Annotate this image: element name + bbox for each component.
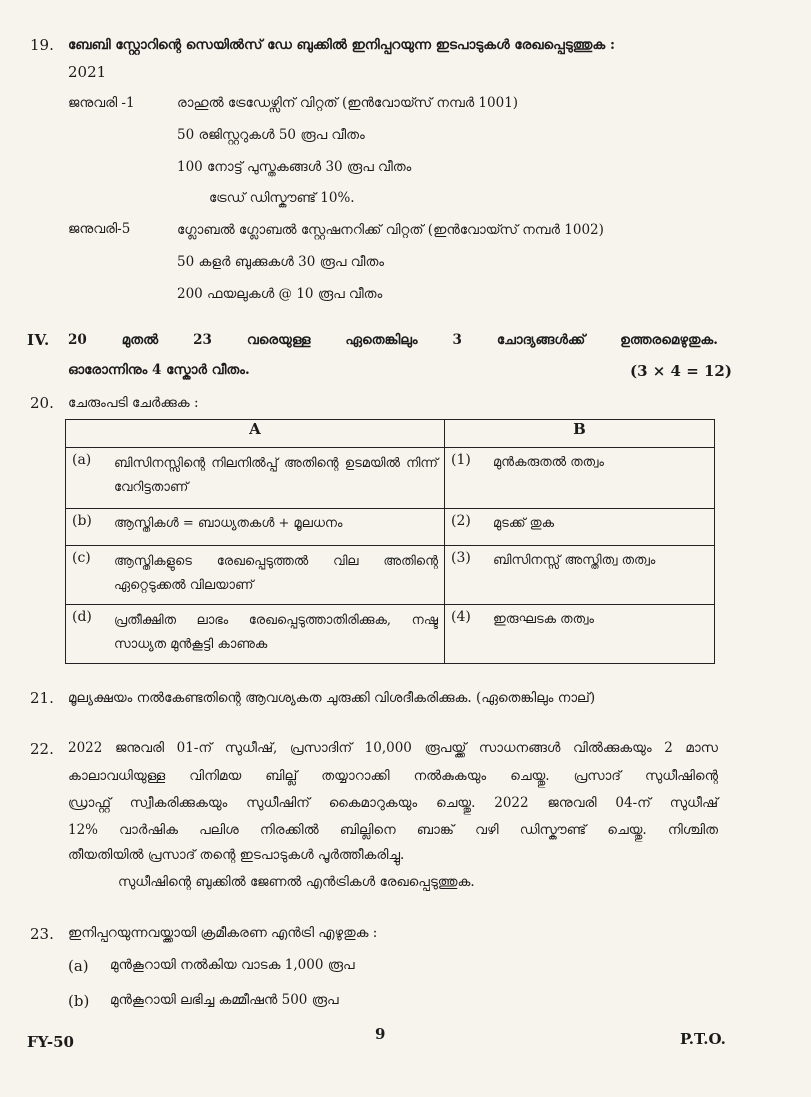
q22-line: 2022 ജനുവരി 01-ന് സുധീഷ്, പ്രസാദിന് 10,000 രൂപയ്ക്ക് സാധനങ്ങൾ വിൽക്കുകയും 2 മാസ <box>68 740 718 756</box>
q19-entry1-line: 100 നോട്ട് പുസ്തകങ്ങൾ 30 രൂപ വീതം <box>177 159 412 175</box>
q23-item-text: മുൻകൂറായി നൽകിയ വാടക 1,000 രൂപ <box>110 957 355 973</box>
row-label: (4) <box>451 609 471 625</box>
row-label: (b) <box>72 513 92 529</box>
pto-label: P.T.O. <box>680 1030 726 1048</box>
q19-text: ബേബി സ്റ്റോറിന്റെ സെയിൽസ് ഡേ ബുക്കിൽ ഇനിപ്പറയുന്ന ഇടപാടുകൾ രേഖപ്പെടുത്തുക : <box>68 37 615 53</box>
q22-instruction: സുധീഷിന്റെ ബുക്കിൽ ജേണൽ എൻട്രികൾ രേഖപ്പെടുത്തുക. <box>118 874 475 890</box>
row-label: (3) <box>451 550 471 566</box>
q20-text: ചേരുംപടി ചേർക്കുക : <box>68 395 199 411</box>
column-b-cell: ബിസിനസ്സ് അസ്തിത്വ തത്വം <box>493 553 656 568</box>
q21-text: മൂല്യക്ഷയം നൽകേണ്ടതിന്റെ ആവശ്യകത ചുരുക്കി വിശദീകരിക്കുക. (ഏതെങ്കിലും നാല്) <box>68 690 596 706</box>
q19-entry2-date: ജനുവരി-5 <box>68 221 131 237</box>
q19-entry1-line: 50 രജിസ്റ്ററുകൾ 50 രൂപ വീതം <box>177 127 365 143</box>
q22-number: 22. <box>30 740 54 758</box>
table-row <box>66 509 715 546</box>
section-roman: IV. <box>27 331 50 349</box>
q21-number: 21. <box>30 689 54 707</box>
section-instruction: 20 മുതൽ 23 വരെയുള്ള ഏതെങ്കിലും 3 ചോദ്യങ്ങൾക്ക് ഉത്തരമെഴുതുക. <box>68 332 718 348</box>
section-instruction-score: ഓരോന്നിനും 4 സ്കോർ വീതം. <box>68 362 250 378</box>
q23-number: 23. <box>30 925 54 943</box>
row-label: (1) <box>451 452 471 468</box>
q23-item-text: മുൻകൂറായി ലഭിച്ച കമ്മീഷൻ 500 രൂപ <box>110 992 339 1008</box>
column-a-cell: ആസ്തികളുടെ രേഖപ്പെടുത്തൽ വില അതിന്റെ ഏറ്റെടുക്കൽ വിലയാണ് <box>114 554 438 593</box>
q23-item-label: (a) <box>68 957 89 975</box>
q20-number: 20. <box>30 394 54 412</box>
row-label: (c) <box>72 550 91 566</box>
match-table <box>65 419 715 664</box>
q19-entry2-line: 50 കളർ ബുക്കുകൾ 30 രൂപ വീതം <box>177 254 384 270</box>
column-a-cell: പ്രതീക്ഷിത ലാഭം രേഖപ്പെടുത്താതിരിക്കുക, നഷ്ട സാധ്യത മുൻകൂട്ടി കാണുക <box>114 613 438 652</box>
q19-entry1-date: ജനുവരി -1 <box>68 95 135 111</box>
column-b-cell: മുടക്ക് തുക <box>493 516 555 531</box>
q23-text: ഇനിപ്പറയുന്നവയ്ക്കായി ക്രമീകരണ എൻട്രി എഴുതുക : <box>68 925 378 941</box>
q22-line: 12% വാർഷിക പലിശ നിരക്കിൽ ബില്ലിനെ ബാങ്ക് വഴി ഡിസ്കൗണ്ട് ചെയ്തു. നിശ്ചിത <box>68 822 718 838</box>
paper-code: FY-50 <box>27 1033 74 1051</box>
table-row <box>66 605 715 664</box>
q22-line: തീയതിയിൽ പ്രസാദ് തന്റെ ഇടപാടുകൾ പൂർത്തീകരിച്ചു. <box>68 847 405 863</box>
q22-line: കാലാവധിയുള്ള വിനിമയ ബില്ല് തയ്യാറാക്കി നൽകുകയും ചെയ്തു. പ്രസാദ് സുധീഷിന്റെ <box>68 768 718 784</box>
q19-entry1-line: രാഹുൽ ട്രേഡേഴ്സിന് വിറ്റത് (ഇൻവോയ്സ് നമ്പർ 1001) <box>177 95 519 111</box>
row-label: (d) <box>72 609 92 625</box>
table-row <box>66 546 715 605</box>
q19-year: 2021 <box>68 63 107 81</box>
q19-number: 19. <box>30 36 54 54</box>
q19-entry2-line: 200 ഫയലുകൾ @ 10 രൂപ വീതം <box>177 286 383 302</box>
column-a-header: A <box>66 420 445 448</box>
q23-item-label: (b) <box>68 992 90 1010</box>
column-b-header: B <box>445 420 715 448</box>
row-label: (a) <box>72 452 92 468</box>
table-row <box>66 448 715 509</box>
page-number: 9 <box>375 1025 386 1043</box>
match-table-header <box>66 420 715 448</box>
q19-entry1-line: ട്രേഡ് ഡിസ്കൗണ്ട് 10%. <box>209 190 355 206</box>
q19-entry2-line: ഗ്ലോബൽ ഗ്ലോബൽ സ്റ്റേഷനറിക്ക് വിറ്റത് (ഇൻവോയ്സ് നമ്പർ 1002) <box>177 222 604 238</box>
column-a-cell: ആസ്തികൾ = ബാധ്യതകൾ + മൂലധനം <box>114 516 343 531</box>
row-label: (2) <box>451 513 471 529</box>
column-b-cell: മുൻകരുതൽ തത്വം <box>493 455 605 470</box>
section-marks: (3 × 4 = 12) <box>630 362 732 380</box>
column-b-cell: ഇരുഘടക തത്വം <box>493 612 594 627</box>
column-a-cell: ബിസിനസ്സിന്റെ നിലനിൽപ്പ് അതിന്റെ ഉടമയിൽ നിന്ന് വേറിട്ടതാണ് <box>114 456 438 495</box>
q22-line: ഡ്രാഫ്റ്റ് സ്വീകരിക്കുകയും സുധീഷിന് കൈമാറുകയും ചെയ്തു. 2022 ജനുവരി 04-ന് സുധീഷ് <box>68 795 718 811</box>
